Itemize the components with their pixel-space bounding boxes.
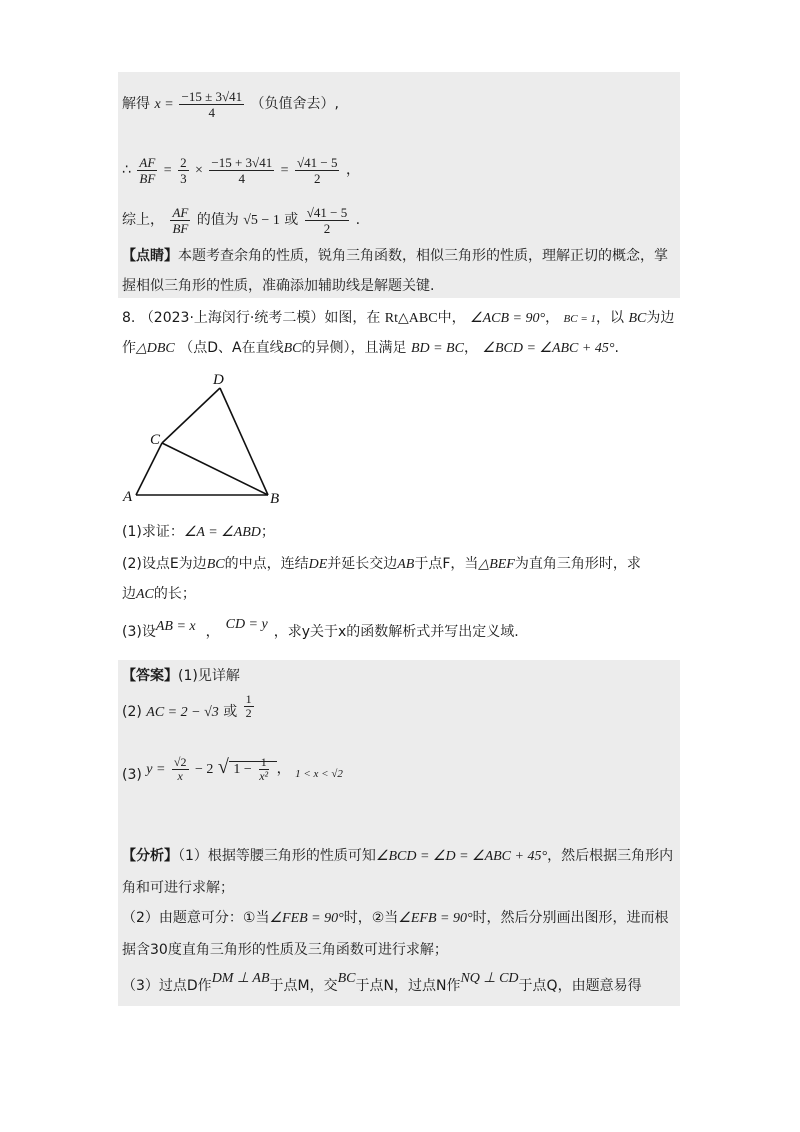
- q2-text-e: 并延长交边: [327, 556, 398, 572]
- answer-3-den: x: [177, 768, 183, 783]
- text-yi: ，以: [596, 310, 625, 326]
- period: .: [614, 340, 619, 356]
- rt-abc: Rt△ABC: [384, 311, 438, 326]
- comment-text-1: 本题考查余角的性质，锐角三角函数，相似三角形的性质，理解正切的概念，掌: [178, 248, 668, 264]
- analysis-line-2: [122, 878, 234, 898]
- solution-line-1: [122, 82, 339, 127]
- q3-text-e: ，求y关于x的函数解析式并写出定义域.: [273, 624, 519, 640]
- q2-bef: △BEF: [478, 557, 515, 572]
- question-2-line-2: [122, 584, 196, 605]
- answer-3-fraction: [172, 756, 189, 783]
- analysis-p1-b: ∠BCD = ∠D = ∠ABC + 45°: [375, 849, 548, 864]
- bd-equals-bc: BD = BC: [410, 341, 464, 356]
- final-fraction: [305, 205, 349, 236]
- period: .: [355, 212, 361, 228]
- angle-bcd: ∠BCD = ∠ABC + 45°: [482, 341, 615, 356]
- text-jiede: 解得: [122, 96, 150, 112]
- comma: ，: [345, 162, 360, 178]
- q2-text-j: 边: [122, 586, 136, 602]
- answer-3-minus: − 2: [194, 762, 214, 777]
- answer-3-in-den: x²: [259, 769, 269, 784]
- problem-line-1: [122, 308, 674, 329]
- analysis-p3-f: NQ ⊥ CD: [460, 971, 519, 986]
- analysis-p3-d: BC: [337, 971, 356, 986]
- therefore-symbol: ∴: [122, 162, 131, 178]
- q3-cd-y: CD = y: [225, 617, 268, 632]
- comment-text-2: 握相似三角形的性质，准确添加辅助线是解题关键.: [122, 278, 435, 294]
- answer-3-y: y =: [146, 762, 166, 777]
- analysis-p2-c: 时，②当: [343, 910, 399, 926]
- answer-line-3: [122, 748, 343, 801]
- question-3: [122, 617, 519, 643]
- question-2-line-1: [122, 554, 641, 575]
- text-zhong: 中，: [437, 310, 466, 326]
- two-thirds-num: 2: [180, 154, 187, 170]
- angle-acb: ∠ACB = 90°: [470, 311, 546, 326]
- semicolon: ；: [260, 524, 275, 540]
- answer-line-2: [122, 690, 256, 735]
- analysis-p2-b: ∠FEB = 90°: [269, 911, 344, 926]
- answer-3-sep: ，: [276, 761, 291, 777]
- mid-fraction-den: 4: [238, 170, 246, 186]
- problem-number: 8.: [122, 310, 136, 326]
- sqrt5-minus-1: √5 − 1: [243, 213, 280, 228]
- q1-expr: ∠A = ∠ABD: [183, 525, 261, 540]
- q2-text-i: 为直角三角形时，求: [514, 556, 641, 572]
- equals-sign: =: [280, 163, 289, 178]
- answer-line-1: [122, 666, 240, 686]
- final-fraction-den: 2: [323, 220, 331, 236]
- analysis-line-1: [122, 846, 673, 867]
- text-zuo: 作: [122, 340, 136, 356]
- q2-text-l: 的长；: [153, 586, 196, 602]
- solution-line-3: [122, 198, 360, 243]
- analysis-p3-c: 于点M，交: [269, 978, 338, 994]
- af-bf-fraction-2: [170, 205, 190, 236]
- segment-ac: [136, 443, 162, 495]
- label-b: B: [270, 491, 280, 507]
- label-a: A: [123, 489, 133, 505]
- problem-source: （2023·上海闵行·统考二模）如图，在: [139, 310, 381, 326]
- text-yice: 的异侧），且满足: [301, 340, 407, 356]
- solution-line-2: [122, 148, 360, 193]
- af-num: AF: [139, 154, 156, 170]
- var-x: x: [154, 97, 161, 112]
- text-neg-discard: （负值舍去）,: [250, 96, 339, 112]
- text-weibian: 为边: [646, 310, 675, 326]
- answer-1: (1)见详解: [178, 668, 240, 684]
- answer-3-num: √2: [173, 754, 187, 769]
- final-fraction-num: √41 − 5: [306, 204, 348, 220]
- result-fraction: [295, 155, 339, 186]
- comment-line-1: [122, 246, 668, 266]
- question-1: [122, 522, 275, 543]
- analysis-p1-d: 角和可进行求解；: [122, 880, 234, 896]
- answer-label: 【答案】: [122, 668, 178, 684]
- segment-cb: [162, 443, 268, 495]
- comma: ，: [545, 310, 560, 326]
- bf-den-2: BF: [172, 220, 189, 236]
- comma: ，: [463, 340, 478, 356]
- two-thirds-fraction: [178, 155, 189, 186]
- answer-3-in-num: 1: [260, 755, 267, 770]
- answer-2-fraction: [244, 693, 254, 720]
- triangle-figure: [118, 370, 298, 510]
- q2-ab: AB: [397, 557, 415, 572]
- x-fraction-num: −15 ± 3√41: [181, 88, 243, 104]
- answer-2-num: 1: [245, 691, 252, 706]
- two-thirds-den: 3: [180, 170, 187, 186]
- q2-bc: BC: [206, 557, 225, 572]
- analysis-p3-a: （3）过点D作: [122, 978, 212, 994]
- var-bc: BC: [628, 311, 647, 326]
- bf-den: BF: [139, 170, 156, 186]
- comment-line-2: [122, 276, 434, 296]
- answer-2-expr: AC = 2 − √3: [146, 705, 219, 720]
- q3-ab-x: AB = x: [155, 619, 196, 634]
- analysis-p3-e: 于点N，过点N作: [355, 978, 461, 994]
- triangle-dbc: △DBC: [136, 341, 175, 356]
- q2-text-c: 的中点，连结: [224, 556, 309, 572]
- analysis-p3-b: DM ⊥ AB: [211, 971, 270, 986]
- answer-3-prefix: (3): [122, 767, 142, 783]
- af-bf-fraction: [137, 155, 157, 186]
- var-bc-2: BC: [283, 341, 302, 356]
- af-num-2: AF: [172, 204, 189, 220]
- mid-fraction: [209, 155, 274, 186]
- analysis-line-5: [122, 971, 642, 997]
- mid-fraction-num: −15 + 3√41: [211, 154, 273, 170]
- equals-sign: =: [165, 97, 174, 112]
- q2-text-g: 于点F，当: [414, 556, 479, 572]
- x-fraction-den: 4: [208, 104, 216, 120]
- q3-label: (3)设: [122, 624, 156, 640]
- analysis-p2-f: 据含30度直角三角形的性质及三角函数可进行求解；: [122, 942, 448, 958]
- q1-label: (1)求证：: [122, 524, 184, 540]
- analysis-p2-e: 时，然后分别画出图形，进而根: [472, 910, 669, 926]
- label-d: D: [213, 372, 224, 388]
- q2-de: DE: [308, 557, 328, 572]
- text-huo: 或: [284, 212, 299, 228]
- answer-3-radicand: [229, 755, 277, 784]
- analysis-p1-c: ，然后根据三角形内: [547, 848, 674, 864]
- answer-2-or: 或: [223, 704, 238, 720]
- segment-cd: [162, 388, 220, 443]
- analysis-p1-a: （1）根据等腰三角形的性质可知: [178, 848, 376, 864]
- answer-3-in-1: 1 −: [233, 762, 252, 777]
- text-dian-da: （点D、A在直线: [179, 340, 284, 356]
- times-sign: ×: [195, 163, 203, 178]
- sqrt-sign: √: [217, 756, 229, 778]
- answer-3-domain: 1 < x < √2: [295, 768, 343, 780]
- analysis-line-3: [122, 908, 669, 929]
- answer-3-in-fraction: [257, 756, 270, 783]
- result-fraction-num: √41 − 5: [297, 154, 338, 170]
- text-de-zhi-wei: 的值为: [196, 212, 239, 228]
- answer-2-prefix: (2): [122, 704, 142, 720]
- x-fraction: [179, 89, 244, 120]
- text-zongshang: 综上，: [122, 212, 164, 228]
- analysis-p3-g: 于点Q，由题意易得: [518, 978, 642, 994]
- analysis-p2-d: ∠EFB = 90°: [398, 911, 473, 926]
- analysis-label: 【分析】: [122, 848, 178, 864]
- label-c: C: [150, 432, 161, 448]
- problem-line-2: [122, 338, 619, 359]
- q2-label: (2)设点E为边: [122, 556, 207, 572]
- segment-db: [220, 388, 268, 495]
- comment-label: 【点睛】: [122, 248, 178, 264]
- analysis-p2-a: （2）由题意可分：①当: [122, 910, 270, 926]
- answer-3-sqrt: [217, 755, 277, 784]
- analysis-line-4: [122, 940, 448, 960]
- answer-2-den: 2: [245, 705, 252, 720]
- equals-sign: =: [163, 163, 172, 178]
- result-fraction-den: 2: [314, 170, 321, 186]
- q2-ac: AC: [136, 587, 154, 602]
- bc-equals-1: BC = 1: [563, 313, 597, 325]
- comma: ，: [205, 624, 220, 640]
